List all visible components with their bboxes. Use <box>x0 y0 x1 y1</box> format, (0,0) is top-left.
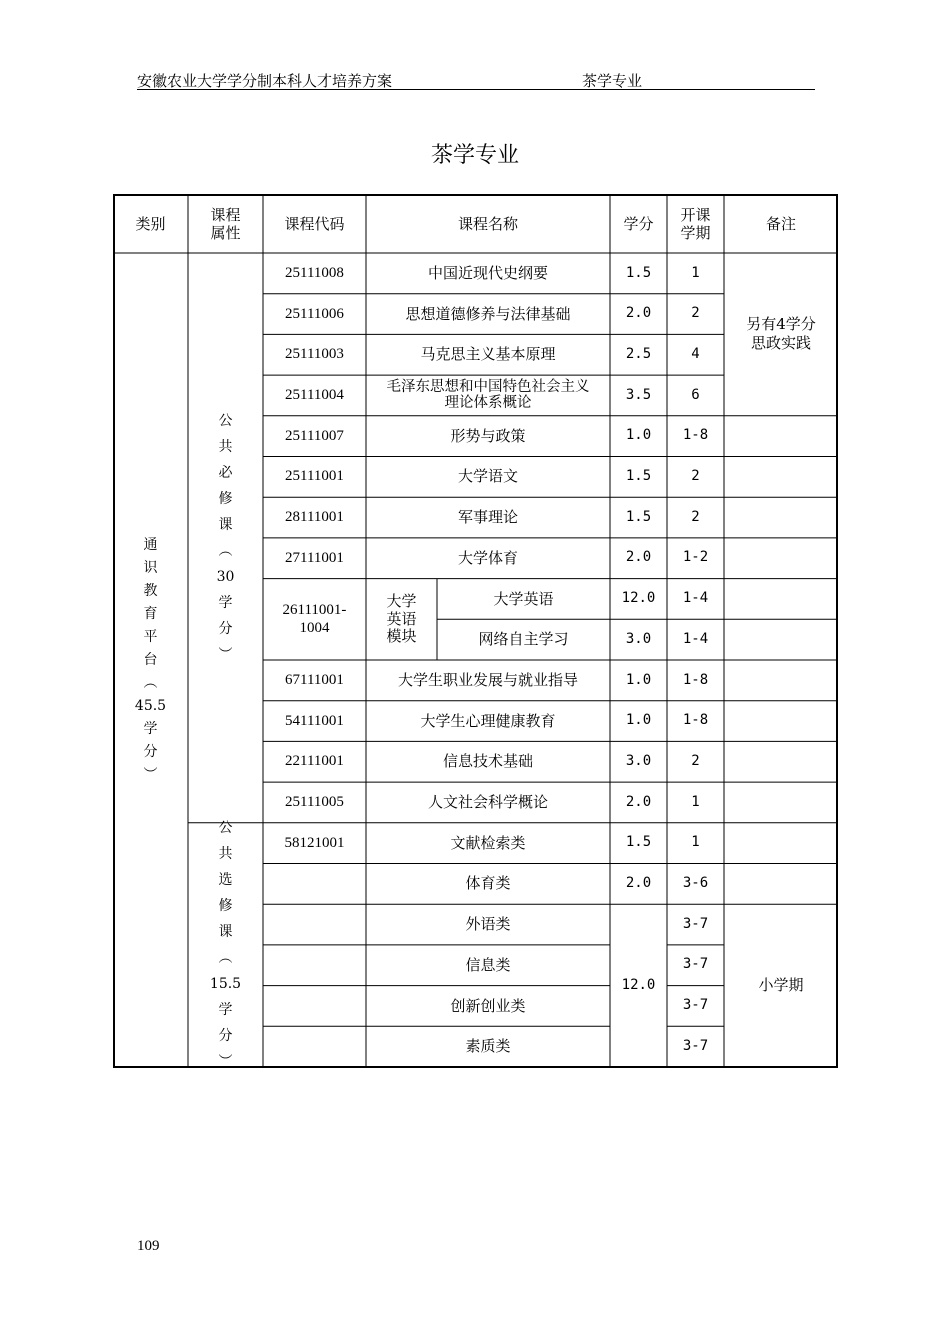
course-code <box>263 945 366 986</box>
course-name: 大学生职业发展与就业指导 <box>397 670 578 689</box>
course-name: 大学生心理健康教育 <box>420 711 556 730</box>
category-label: 通 识 教 育 平 台 ︵ 45.5 学 分 ︶ <box>134 536 167 783</box>
course-code: 25111006 <box>285 305 344 322</box>
course-name: 创新创业类 <box>450 996 526 1015</box>
course-name: 马克思主义基本原理 <box>420 345 556 364</box>
course-name: 大学语文 <box>457 467 518 486</box>
course-code: 25111008 <box>285 264 344 281</box>
course-name: 毛泽东思想和中国特色社会主义 理论体系概论 <box>386 378 590 412</box>
course-credit: 2.0 <box>625 305 652 322</box>
course-term: 1-2 <box>682 549 709 566</box>
course-term: 4 <box>691 345 700 362</box>
course-name: 外语类 <box>465 915 511 934</box>
module-label: 大学 英语 模块 <box>386 592 417 645</box>
course-name: 网络自主学习 <box>478 630 569 649</box>
course-credit: 1.5 <box>625 834 652 851</box>
course-term: 3-7 <box>682 915 709 932</box>
course-name: 思想道德修养与法律基础 <box>405 304 571 323</box>
course-credit: 3.0 <box>625 752 652 769</box>
course-term: 1 <box>691 793 700 810</box>
course-code: 58121001 <box>284 834 345 851</box>
course-name: 大学英语 <box>493 589 554 608</box>
header-code: 课程代码 <box>284 214 345 233</box>
course-name: 素质类 <box>465 1037 511 1056</box>
course-term: 3-7 <box>682 997 709 1014</box>
course-code: 25111003 <box>285 346 344 363</box>
course-term: 1-4 <box>682 630 709 647</box>
course-term: 1-8 <box>682 671 709 688</box>
course-name: 体育类 <box>465 874 511 893</box>
course-credit: 1.0 <box>625 671 652 688</box>
course-term: 1-8 <box>682 712 709 729</box>
course-term: 2 <box>691 508 700 525</box>
course-credit: 12.0 <box>621 590 656 607</box>
required-label: 公 共 必 修 课 ︵ 30 学 分 ︶ <box>216 412 235 663</box>
course-name: 形势与政策 <box>450 426 526 445</box>
header-category: 类别 <box>135 214 166 233</box>
course-name: 信息技术基础 <box>442 752 533 771</box>
elective-group-remark: 小学期 <box>758 975 804 994</box>
course-name: 军事理论 <box>457 508 518 527</box>
course-credit: 3.0 <box>625 630 652 647</box>
course-credit: 3.5 <box>625 386 652 403</box>
course-term: 2 <box>691 752 700 769</box>
module-code: 26111001- 1004 <box>282 601 347 637</box>
curriculum-table <box>113 194 838 1068</box>
course-term: 3-6 <box>682 875 709 892</box>
course-name: 文献检索类 <box>450 833 526 852</box>
course-name: 人文社会科学概论 <box>427 793 548 812</box>
header-remark: 备注 <box>765 214 796 233</box>
course-term: 1 <box>691 264 700 281</box>
header-credit: 学分 <box>623 214 654 233</box>
course-code: 25111001 <box>285 468 344 485</box>
politics-remark: 另有4学分 思政实践 <box>746 314 816 353</box>
course-credit: 2.0 <box>625 875 652 892</box>
course-code: 54111001 <box>285 712 344 729</box>
course-name: 信息类 <box>465 955 511 974</box>
course-term: 3-7 <box>682 1037 709 1054</box>
course-credit: 2.0 <box>625 793 652 810</box>
course-code: 25111005 <box>285 794 344 811</box>
header-attribute: 课程 属性 <box>210 205 241 242</box>
course-name: 中国近现代史纲要 <box>427 263 548 282</box>
course-term: 6 <box>691 386 700 403</box>
course-code <box>263 1026 366 1067</box>
course-code <box>263 864 366 905</box>
course-credit: 1.5 <box>625 264 652 281</box>
course-code: 28111001 <box>285 509 344 526</box>
running-header-right: 茶学专业 <box>582 72 643 90</box>
header-name: 课程名称 <box>457 214 518 233</box>
course-credit: 1.5 <box>625 508 652 525</box>
course-term: 1 <box>691 834 700 851</box>
course-code: 67111001 <box>285 671 344 688</box>
course-term: 1-8 <box>682 427 709 444</box>
page-number: 109 <box>137 1238 160 1254</box>
course-code: 22111001 <box>285 753 344 770</box>
course-credit: 2.5 <box>625 345 652 362</box>
course-term: 1-4 <box>682 590 709 607</box>
course-name: 大学体育 <box>457 548 518 567</box>
header-term: 开课 学期 <box>680 205 711 242</box>
course-code: 25111004 <box>285 387 344 404</box>
course-code: 27111001 <box>285 549 344 566</box>
elective-label: 公 共 选 修 课 ︵ 15.5 学 分 ︶ <box>209 819 242 1070</box>
running-header-left: 安徽农业大学学分制本科人才培养方案 <box>137 72 393 90</box>
course-term: 2 <box>691 468 700 485</box>
header-rule <box>137 89 815 90</box>
course-credit: 1.5 <box>625 468 652 485</box>
course-code <box>263 986 366 1027</box>
page-title: 茶学专业 <box>430 143 519 168</box>
course-term: 3-7 <box>682 956 709 973</box>
course-code: 25111007 <box>285 427 344 444</box>
course-term: 2 <box>691 305 700 322</box>
elective-group-credit: 12.0 <box>621 976 656 993</box>
course-credit: 1.0 <box>625 712 652 729</box>
course-code <box>263 904 366 945</box>
course-credit: 2.0 <box>625 549 652 566</box>
course-credit: 1.0 <box>625 427 652 444</box>
